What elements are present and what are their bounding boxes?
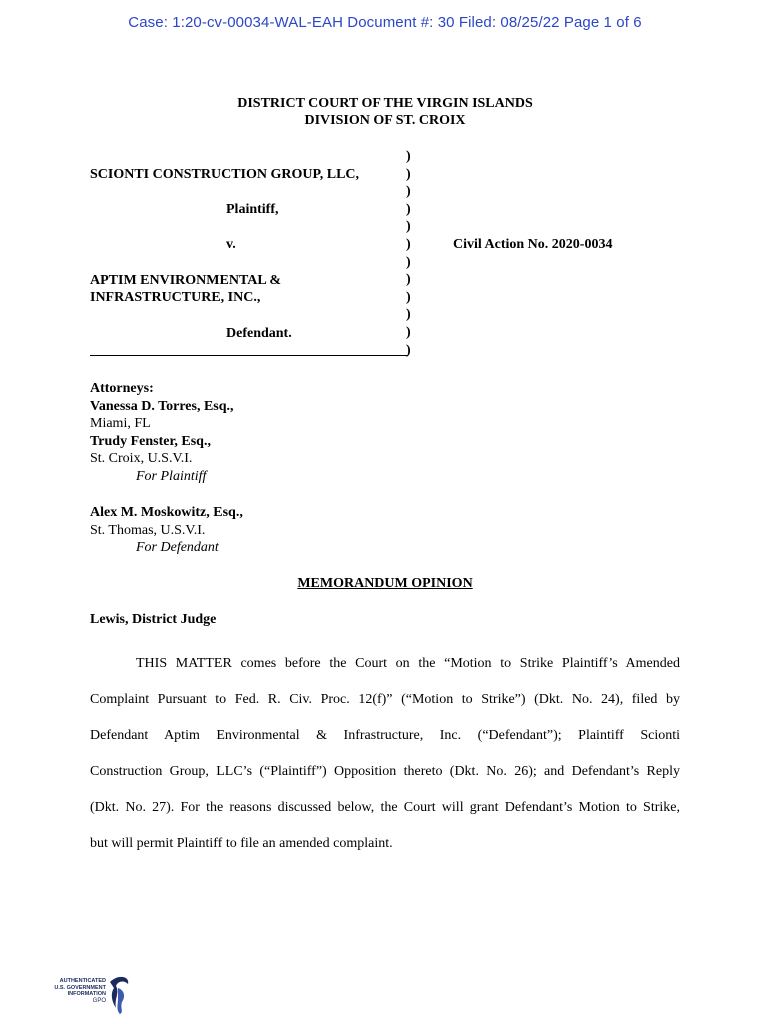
gpo-line: AUTHENTICATED bbox=[59, 978, 106, 984]
gpo-authentication-logo bbox=[44, 972, 134, 1016]
plaintiff-role: Plaintiff, bbox=[226, 202, 279, 217]
opinion-title: MEMORANDUM OPINION bbox=[297, 576, 473, 591]
versus-label: v. bbox=[226, 237, 236, 252]
court-heading bbox=[0, 95, 770, 129]
defendant-name-line2: INFRASTRUCTURE, INC., bbox=[90, 290, 261, 305]
defendant-name-line1: APTIM ENVIRONMENTAL & bbox=[90, 273, 282, 288]
gpo-line: GPO bbox=[92, 997, 106, 1004]
case-header-stamp: Case: 1:20-cv-00034-WAL-EAH Document #: 30 Filed: 08/25/22 Page 1 of 6 bbox=[128, 14, 642, 31]
body-line: Construction Group, LLC’s (“Plaintiff”) Opposition thereto (Dkt. No. 26); and Defendant’s Reply bbox=[90, 764, 680, 779]
attorneys-block bbox=[90, 380, 243, 557]
opinion-body bbox=[90, 646, 680, 862]
body-line: (Dkt. No. 27). For the reasons discussed below, the Court will grant Defendant’s Motion to Strike, bbox=[90, 800, 680, 815]
case-caption bbox=[90, 148, 690, 363]
judge-name: Lewis, District Judge bbox=[90, 612, 217, 627]
body-line: THIS MATTER comes before the Court on the “Motion to Strike Plaintiff’s Amended bbox=[136, 656, 680, 671]
attorney-name: Trudy Fenster, Esq., bbox=[90, 433, 211, 449]
body-line: Complaint Pursuant to Fed. R. Civ. Proc. 12(f)” (“Motion to Strike”) (Dkt. No. 24), filed by bbox=[90, 692, 680, 707]
caption-parentheses: ) ) ) ) ) ) ) ) ) ) ) ) bbox=[406, 149, 411, 358]
attorney-name: Vanessa D. Torres, Esq., bbox=[90, 398, 234, 414]
eagle-icon bbox=[44, 972, 134, 1016]
court-division: DIVISION OF ST. CROIX bbox=[304, 113, 466, 128]
court-name: DISTRICT COURT OF THE VIRGIN ISLANDS bbox=[237, 96, 533, 111]
plaintiff-counsel-label: For Plaintiff bbox=[136, 468, 207, 484]
attorney-location: St. Croix, U.S.V.I. bbox=[90, 451, 193, 466]
attorneys-heading: Attorneys: bbox=[90, 381, 154, 396]
defendant-counsel-label: For Defendant bbox=[136, 540, 219, 555]
gpo-line: U.S. GOVERNMENT bbox=[54, 984, 106, 991]
attorney-name: Alex M. Moskowitz, Esq., bbox=[90, 505, 243, 520]
body-line: Defendant Aptim Environmental & Infrastructure, Inc. (“Defendant”); Plaintiff Scionti bbox=[90, 728, 680, 743]
attorney-location: Miami, FL bbox=[90, 416, 151, 431]
defendant-role: Defendant. bbox=[226, 326, 292, 341]
body-line: but will permit Plaintiff to file an amended complaint. bbox=[90, 836, 393, 851]
attorney-location: St. Thomas, U.S.V.I. bbox=[90, 522, 206, 538]
plaintiff-name: SCIONTI CONSTRUCTION GROUP, LLC, bbox=[90, 167, 360, 182]
caption-underline bbox=[90, 355, 408, 356]
gpo-line: INFORMATION bbox=[67, 991, 106, 997]
civil-action-number: Civil Action No. 2020-0034 bbox=[453, 237, 613, 252]
